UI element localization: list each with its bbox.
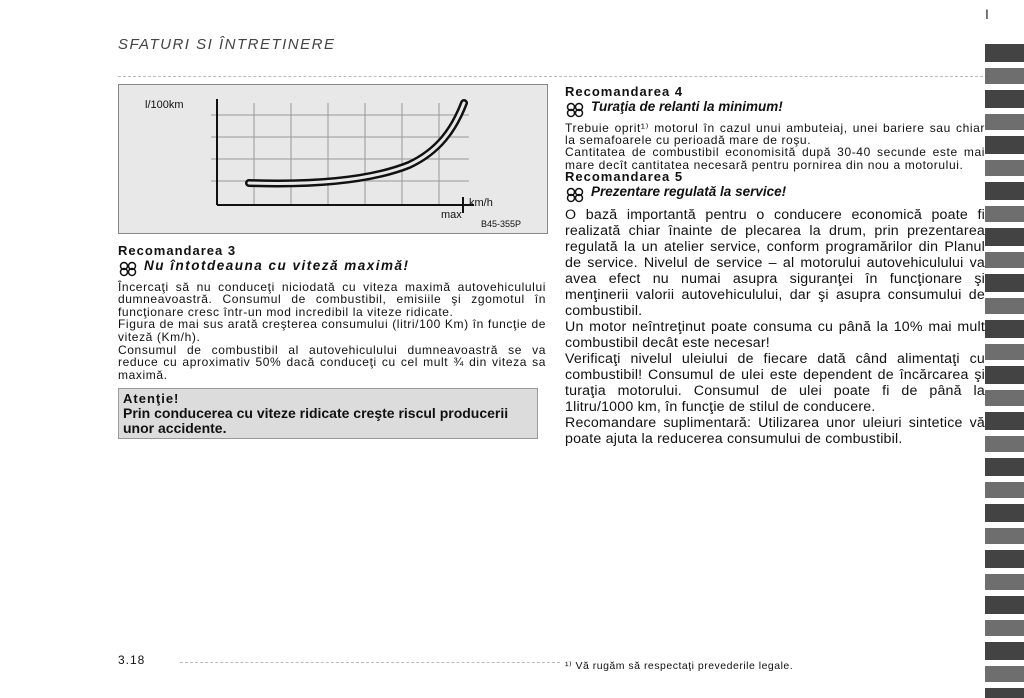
rec5-paragraph-3: Verificaţi nivelul uleiului de fiecare dată când alimentaţi cu combustibil! Consumul de ulei este dependent de încărcarea şi turaţia motorului. Consumul de ulei poate fi de până la 1litru/1000 km, în funcţie de stilul de conducere. xyxy=(565,350,985,415)
rec5-title: Recomandarea 5 xyxy=(565,169,684,185)
consumption-figure xyxy=(118,84,548,234)
figure-x-label: km/h xyxy=(469,197,493,209)
rec3-paragraph-1: Încercaţi să nu conduceţi niciodată cu viteza maximă autovehiculului dumneavoastră. Consumul de combustibil, emisiile şi zgomotul în funcţionare cresc într-un mod incredibil la viteze ridicate. xyxy=(118,279,546,319)
corner-mark: I xyxy=(985,6,989,22)
page-number: 3.18 xyxy=(118,653,146,667)
right-column xyxy=(565,86,985,447)
rec5-paragraph-1: O bază importantă pentru o conducere economică poate fi realizată chiar înainte de plecarea la drum, prin prezentarea regulată la un atelier service, conform programărilor din Planul de service. Nivelul de service – al motorului autovehiculului va avea efect nu numai asupra siguranţei în funcţionare şi menţinerii valorii autovehiculului, dar şi asupra consumului de combustibil. xyxy=(565,206,985,319)
figure-y-label: l/100km xyxy=(145,99,184,111)
warning-text: Prin conducerea cu viteze ridicate creşte riscul producerii unor accidente. xyxy=(123,405,509,437)
warning-title: Atenţie! xyxy=(123,391,180,407)
left-column xyxy=(118,245,546,439)
figure-x-max-label: max xyxy=(441,209,462,221)
rec3-paragraph-2: Figura de mai sus arată creşterea consumului (litri/100 Km) în funcţie de viteză (Km/h). xyxy=(118,317,546,344)
page-edge-strip xyxy=(985,44,1024,698)
rec3-subtitle: Nu întotdeauna cu viteză maximă! xyxy=(144,257,410,273)
rec4-paragraph-2: Cantitatea de combustibil economisită după 30-40 secunde este mai mare decît cantitatea necesară pentru pornirea din nou a motorului. xyxy=(565,145,985,172)
rec5-paragraph-4: Recomandare suplimentară: Utilizarea unor uleiuri sintetice vă poate ajuta la reducerea consumului de combustibil. xyxy=(565,414,985,447)
rec3-paragraph-3: Consumul de combustibil al autovehiculului dumneavoastră se va reduce cu aproximativ 50% dacă conduceţi cu cel mult ¾ din viteza sa maximă. xyxy=(118,342,546,382)
rec5-paragraph-2: Un motor neîntreţinut poate consuma cu până la 10% mai mult combustibil decât este necesar! xyxy=(565,318,985,351)
clover-icon xyxy=(565,187,585,203)
bottom-rule xyxy=(180,662,560,663)
clover-icon xyxy=(118,261,138,277)
clover-icon xyxy=(565,102,585,118)
top-rule xyxy=(118,76,988,77)
rec3-title: Recomandarea 3 xyxy=(118,243,237,258)
section-title: SFATURI SI ÎNTRETINERE xyxy=(118,36,336,53)
rec4-paragraph-1: Trebuie oprit¹⁾ motorul în cazul unui ambuteiaj, unei bariere sau chiar la semafoarele cu perioadă mare de roşu. xyxy=(565,120,985,147)
figure-code: B45-355P xyxy=(481,219,522,229)
footnote: ¹⁾ Vă rugăm să respectaţi prevederile legale. xyxy=(565,660,794,672)
rec5-subtitle: Prezentare regulată la service! xyxy=(591,183,787,199)
warning-box xyxy=(118,388,538,439)
rec4-subtitle: Turaţia de relanti la minimum! xyxy=(591,98,783,114)
rec4-title: Recomandarea 4 xyxy=(565,84,684,99)
